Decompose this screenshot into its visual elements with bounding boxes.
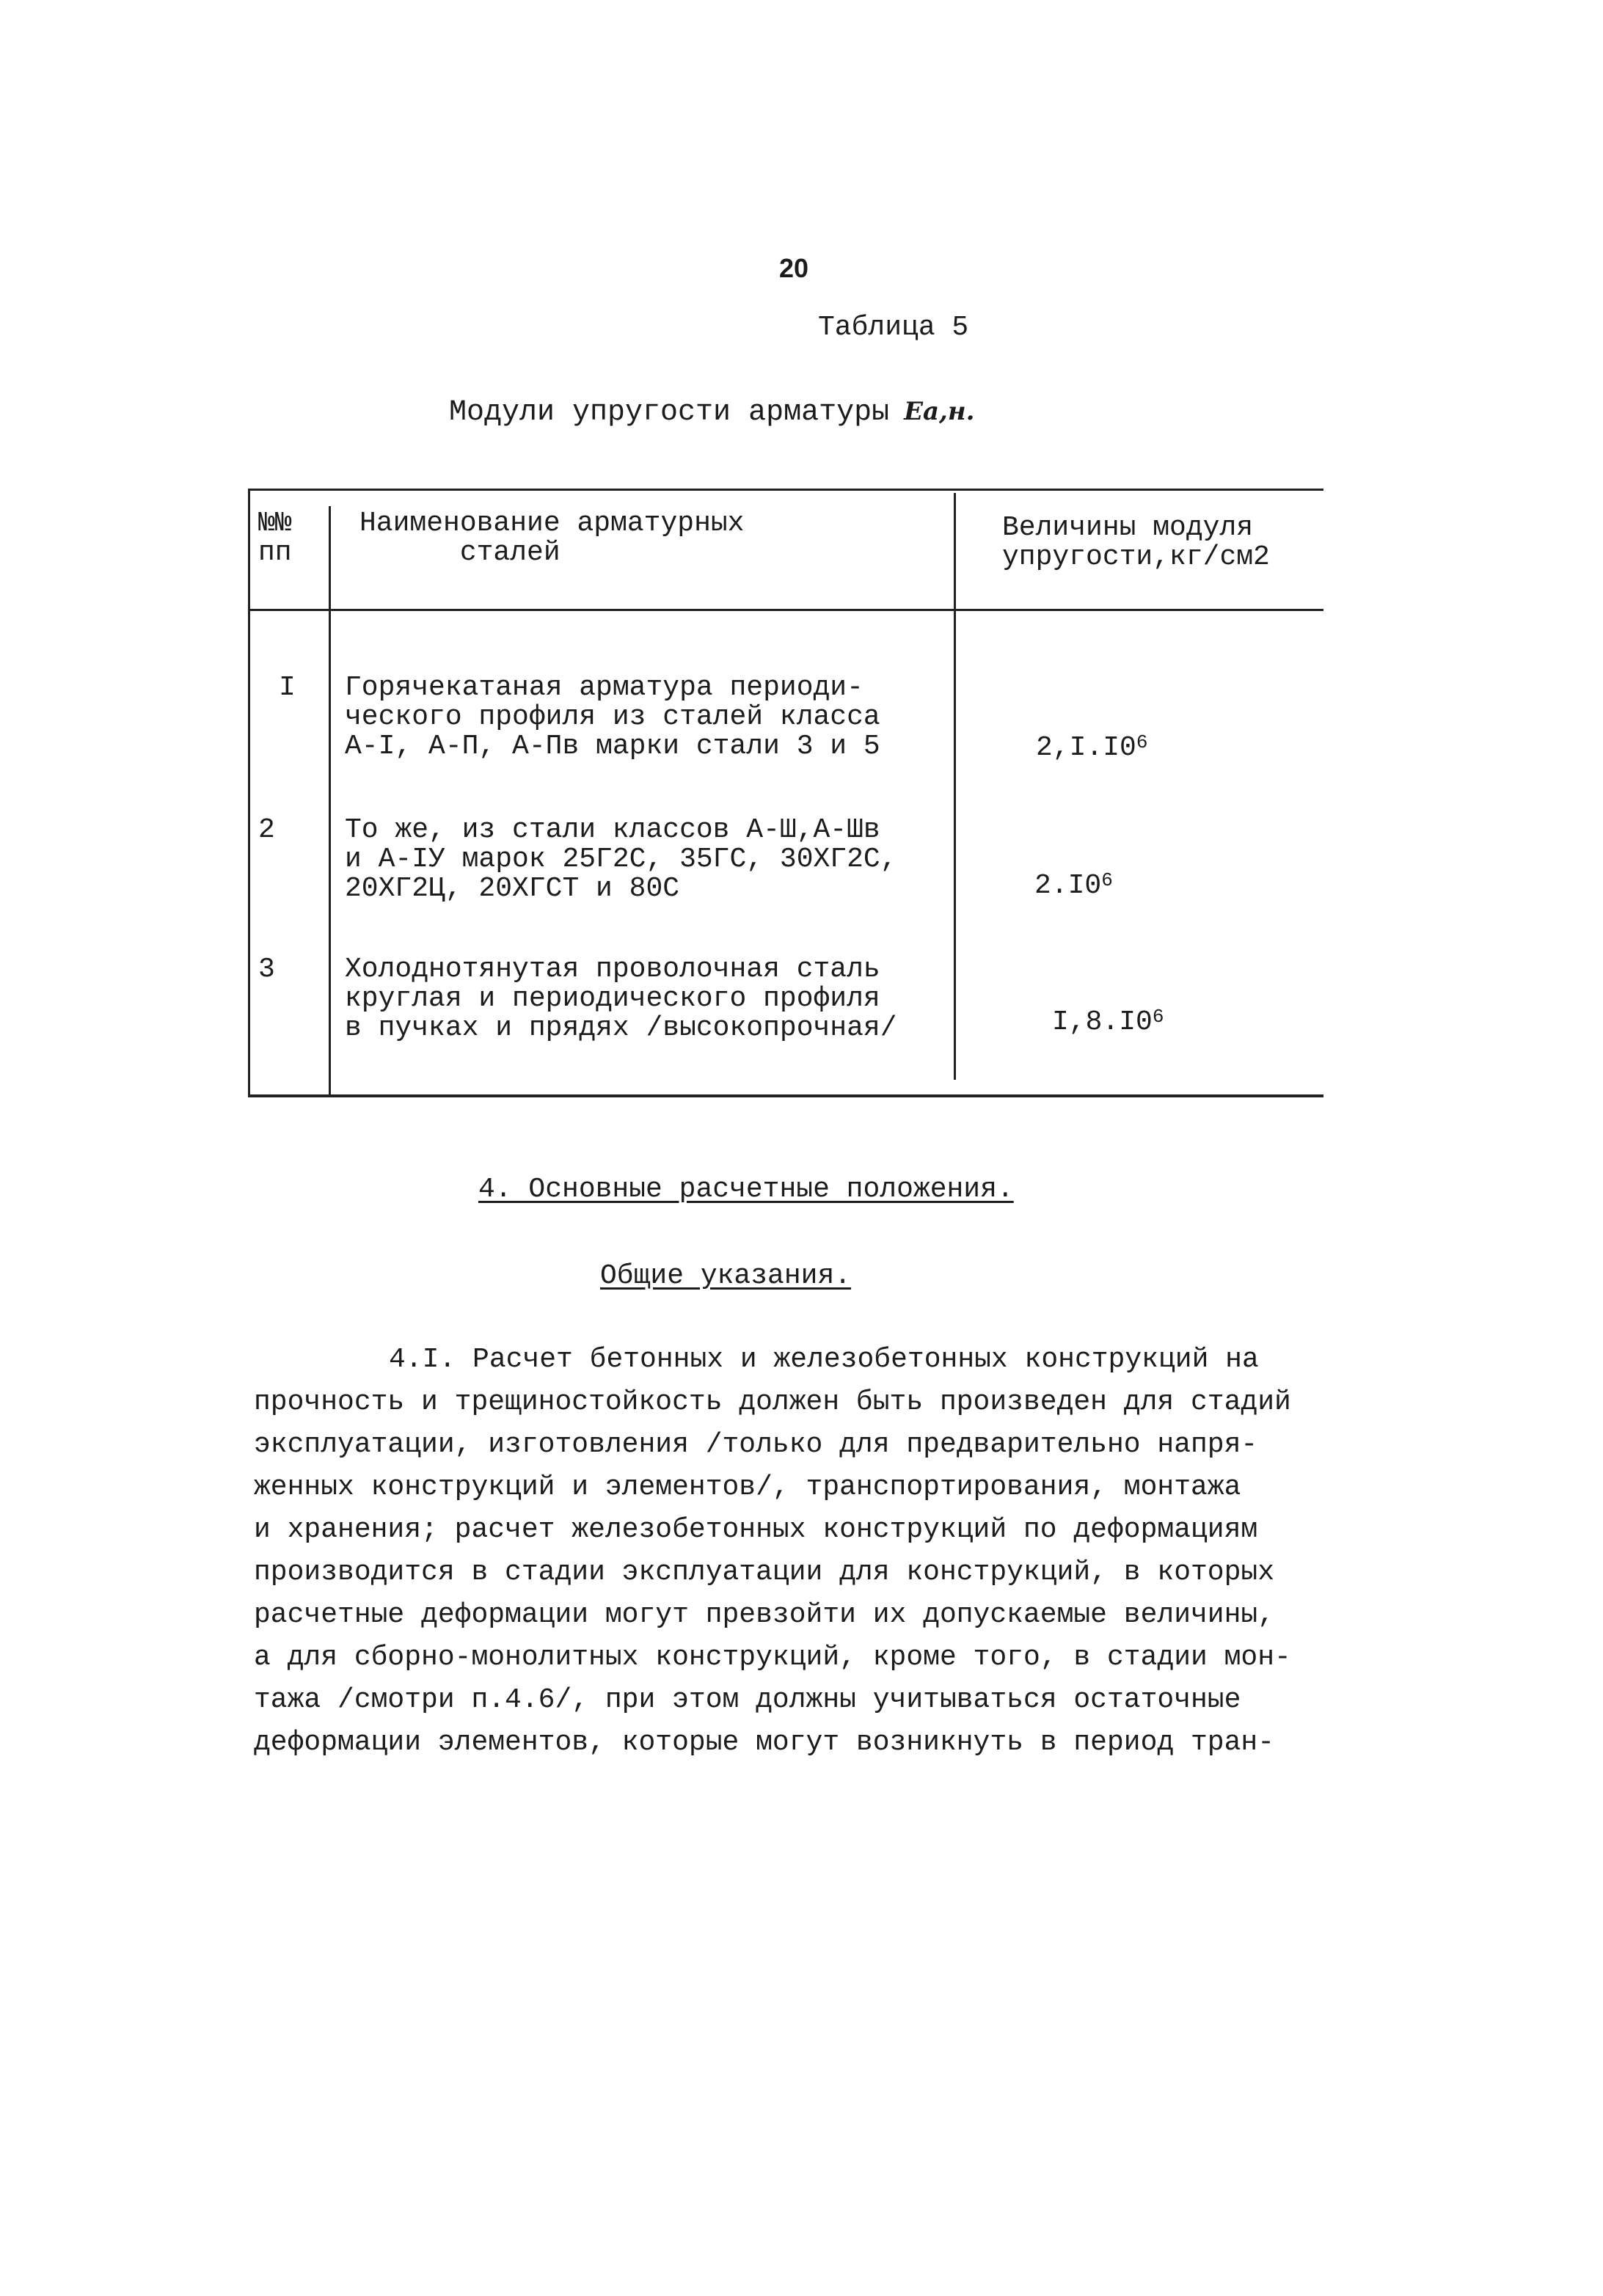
row-1-num: I — [279, 672, 296, 703]
paragraph-line: и хранения; расчет железобетонных конструкций по деформациям — [254, 1514, 1258, 1546]
row-2-value-exp: 6 — [1101, 869, 1113, 891]
table-top-rule — [248, 489, 1323, 491]
row-3-value — [1052, 1008, 1164, 1037]
row-3-value-exp: 6 — [1152, 1006, 1164, 1028]
table-title — [449, 396, 975, 429]
page-number: 20 — [779, 253, 809, 283]
paragraph-line: женных конструкций и элементов/, транспортирования, монтажа — [254, 1471, 1241, 1503]
header-name — [359, 509, 745, 568]
paragraph-line: 4.I. Расчет бетонных и железобетонных конструкций на — [389, 1344, 1259, 1375]
row-1-name-line-3: А-I, А-П, А-Пв марки стали 3 и 5 — [345, 731, 880, 762]
subsection-heading: Общие указания. — [600, 1260, 852, 1292]
row-1-name-line-2: ческого профиля из сталей класса — [345, 701, 880, 733]
row-2-num: 2 — [258, 814, 275, 846]
table-header-rule — [248, 609, 1323, 611]
row-2-value — [1034, 871, 1113, 901]
header-value-line-2: упругости,кг/см2 — [1002, 541, 1270, 573]
paragraph-line: деформации элементов, которые могут возникнуть в период тран- — [254, 1727, 1275, 1758]
header-name-line-1: Наименование арматурных — [359, 508, 745, 539]
row-2-value-base: 2.I0 — [1034, 870, 1102, 902]
row-1-value — [1036, 731, 1148, 764]
row-3-name-line-3: в пучках и прядях /высокопрочная/ — [345, 1012, 897, 1044]
header-name-line-2: сталей — [459, 537, 560, 568]
header-num-line-2: пп — [258, 537, 292, 568]
row-3-name — [345, 955, 897, 1043]
header-num — [258, 509, 292, 568]
row-1-name — [345, 673, 880, 761]
modulus-symbol: Ea,н. — [904, 397, 975, 426]
row-1-name-line-1: Горячекатаная арматура периоди- — [345, 672, 863, 703]
table-label: Таблица 5 — [818, 312, 969, 343]
row-3-name-line-2: круглая и периодического профиля — [345, 983, 880, 1014]
row-3-value-base: I,8.I0 — [1052, 1006, 1153, 1038]
row-1-value-exp: 6 — [1136, 731, 1148, 753]
paragraph-line: эксплуатации, изготовления /только для предварительно напря- — [254, 1429, 1258, 1460]
paragraph-line: расчетные деформации могут превзойти их допускаемые величины, — [254, 1599, 1275, 1631]
row-3-num: 3 — [258, 954, 275, 985]
header-value-line-1: Величины модуля — [1002, 512, 1254, 544]
table-bottom-rule — [248, 1094, 1323, 1097]
row-2-name-line-1: То же, из стали классов А-Ш,А-Шв — [345, 814, 880, 846]
table-col-rule-1 — [329, 506, 331, 1094]
header-value — [1002, 513, 1270, 572]
paragraph-line: прочность и трещиностойкость должен быть произведен для стадий — [254, 1386, 1291, 1418]
table-col-rule-2 — [954, 493, 956, 1080]
section-heading: 4. Основные расчетные положения. — [478, 1174, 1014, 1205]
table-title-text: Модули упругости арматуры — [449, 396, 890, 429]
row-2-name-line-3: 20ХГ2Ц, 20ХГСТ и 80С — [345, 873, 680, 904]
row-2-name-line-2: и А-IУ марок 25Г2С, 35ГС, 30ХГ2С, — [345, 844, 897, 875]
header-num-line-1: №№ — [258, 508, 292, 539]
paragraph-line: производится в стадии эксплуатации для конструкций, в которых — [254, 1557, 1275, 1588]
paragraph-line: тажа /смотри п.4.6/, при этом должны учитываться остаточные — [254, 1684, 1241, 1716]
row-2-name — [345, 816, 897, 904]
row-1-value-base: 2,I.I0 — [1036, 732, 1136, 764]
row-3-name-line-1: Холоднотянутая проволочная сталь — [345, 954, 880, 985]
paragraph-line: а для сборно-монолитных конструкций, кроме того, в стадии мон- — [254, 1642, 1291, 1673]
table-left-rule — [248, 489, 250, 1096]
